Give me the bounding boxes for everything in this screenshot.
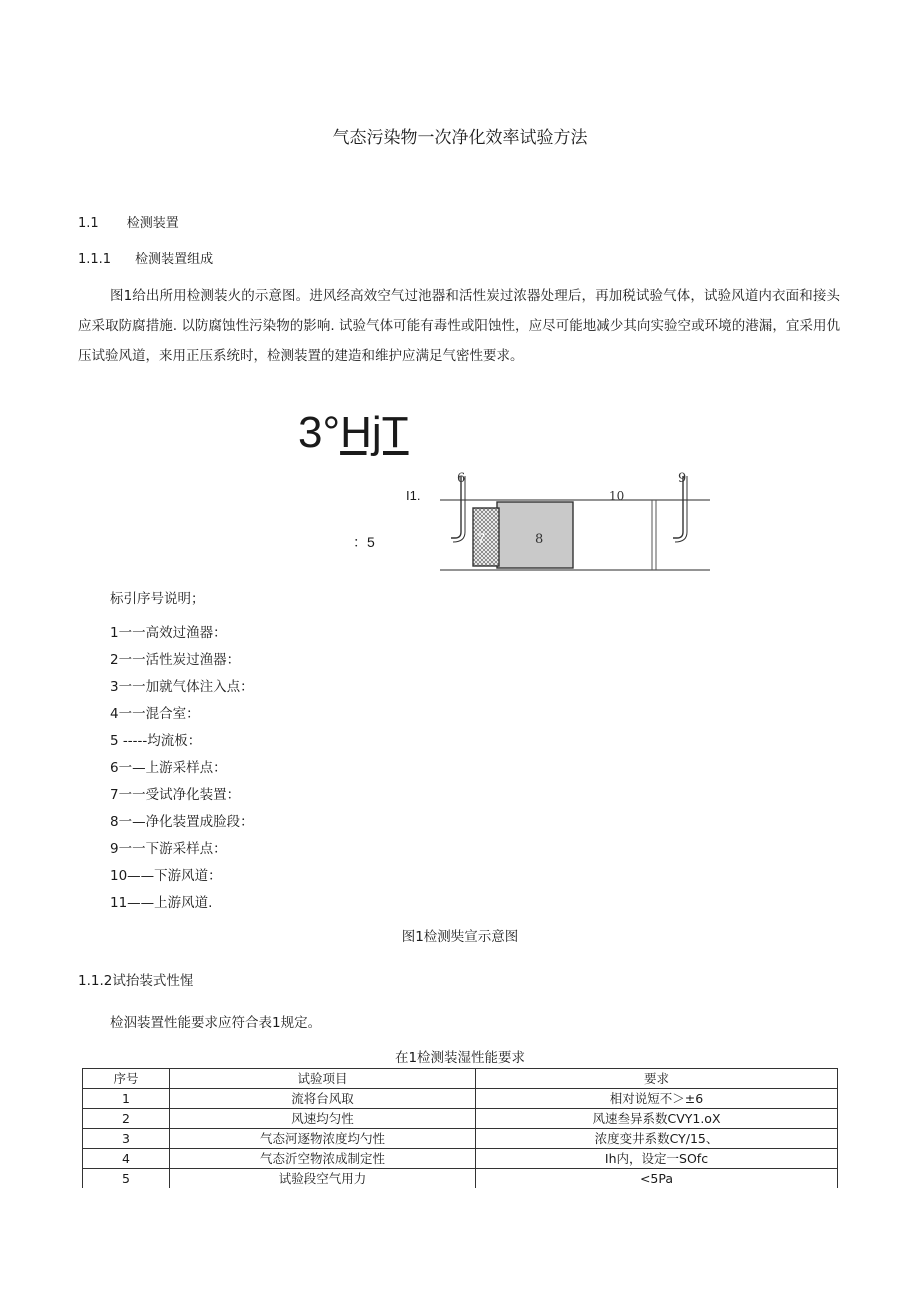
table-row [83,1129,838,1149]
table-cell: 2 [83,1109,170,1129]
table-header-cell: 试验项目 [170,1069,476,1089]
table-cell: 气态河逐物浓度均勺性 [170,1129,476,1149]
legend-item: 10——下游风道： [110,868,222,884]
table-cell: 4 [83,1149,170,1169]
table-cell: Ih内，设定一SOfc [476,1149,838,1169]
section-1-1-number: 1.1 [78,216,99,231]
paragraph-table-reference: 检泅装置性能要求应符合表1规定。 [110,1015,322,1031]
table-cell: 气态沂空物浓成制定性 [170,1149,476,1169]
section-1-1-heading [78,212,179,231]
diagram-number-8: 8 [535,532,544,547]
table-cell: <5Pa [476,1169,838,1189]
table-cell: 风速均匀性 [170,1109,476,1129]
legend-item: 1一一高效过渔器： [110,625,227,641]
section-1-1-1-heading [78,248,213,267]
table-cell: 相对说短不＞±6 [476,1089,838,1109]
table-cell: 5 [83,1169,170,1189]
legend-item: 8一—净化装置成脸段： [110,814,254,830]
figure-caption: 图1检测奘宣示意图 [401,929,519,945]
section-1-1-label: 检测装置 [126,216,179,231]
legend-item: 9一一下游采样点： [110,841,227,857]
figure-ocr-prefix: 3° [298,408,341,457]
performance-requirements-table [82,1068,838,1188]
document-title: 气态污染物一次净化效率试验方法 [332,128,588,148]
table-caption: 在1检测装湿性能要求 [394,1050,526,1066]
figure-ocr-text [298,408,409,458]
legend-item: 6一—上游采样点： [110,760,227,776]
diagram-number-9: 9 [678,471,687,486]
table-cell: 风速叁异系数CVY1.oX [476,1109,838,1129]
table-cell: 1 [83,1089,170,1109]
table-header-cell: 要求 [476,1069,838,1089]
table-row [83,1109,838,1129]
table-cell: 3 [83,1129,170,1149]
table-row [83,1149,838,1169]
section-1-1-2-heading: 1.1.2试抬装式性惺 [78,973,194,989]
section-1-1-1-number: 1.1.1 [78,252,112,267]
figure-label-5: ：5 [353,534,375,550]
legend-title: 标引序号说明； [110,591,205,607]
table-row [83,1169,838,1189]
table-cell: 流将台风取 [170,1089,476,1109]
figure-label-i1: I1. [406,488,421,503]
section-1-1-1-label: 检测装置组成 [135,252,214,267]
table-header-row [83,1069,838,1089]
diagram-number-10: 10 [609,489,625,503]
table-row [83,1089,838,1109]
legend-item: 3一一加就气体注入点： [110,679,254,695]
device-diagram [440,462,710,584]
legend-item: 2一一活性炭过渔器： [110,652,241,668]
table-header-cell: 序号 [83,1069,170,1089]
legend-item: 7一一受试净化装置： [110,787,241,803]
table-cell: 试验段空气用力 [170,1169,476,1189]
diagram-number-6: 6 [457,471,466,486]
legend-item: 11——上游风道. [110,895,213,911]
diagram-number-7: 7 [477,532,486,547]
paragraph-device-description: 图1给出所用检测装火的示意图。进风经高效空气过池器和活性炭过浓器处理后，再加税试验气体，试验风道内衣面和接头应采取防腐措施. 以防腐蚀性污染物的影响. 试验气体可能有毒性或阳蚀性，应尽可能地减少其向实验空或环境的港漏，宜采用仇压试验风道，来用正压系统时，检测装置的建造和维护应满足气密性要求。 [78,288,840,364]
figure-ocr-underlined: HjT [340,408,409,457]
legend-item: 4一一混合室： [110,706,200,722]
legend-item: 5 -----均流板： [110,733,202,749]
table-cell: 浓度变井系数CY/15、 [476,1129,838,1149]
